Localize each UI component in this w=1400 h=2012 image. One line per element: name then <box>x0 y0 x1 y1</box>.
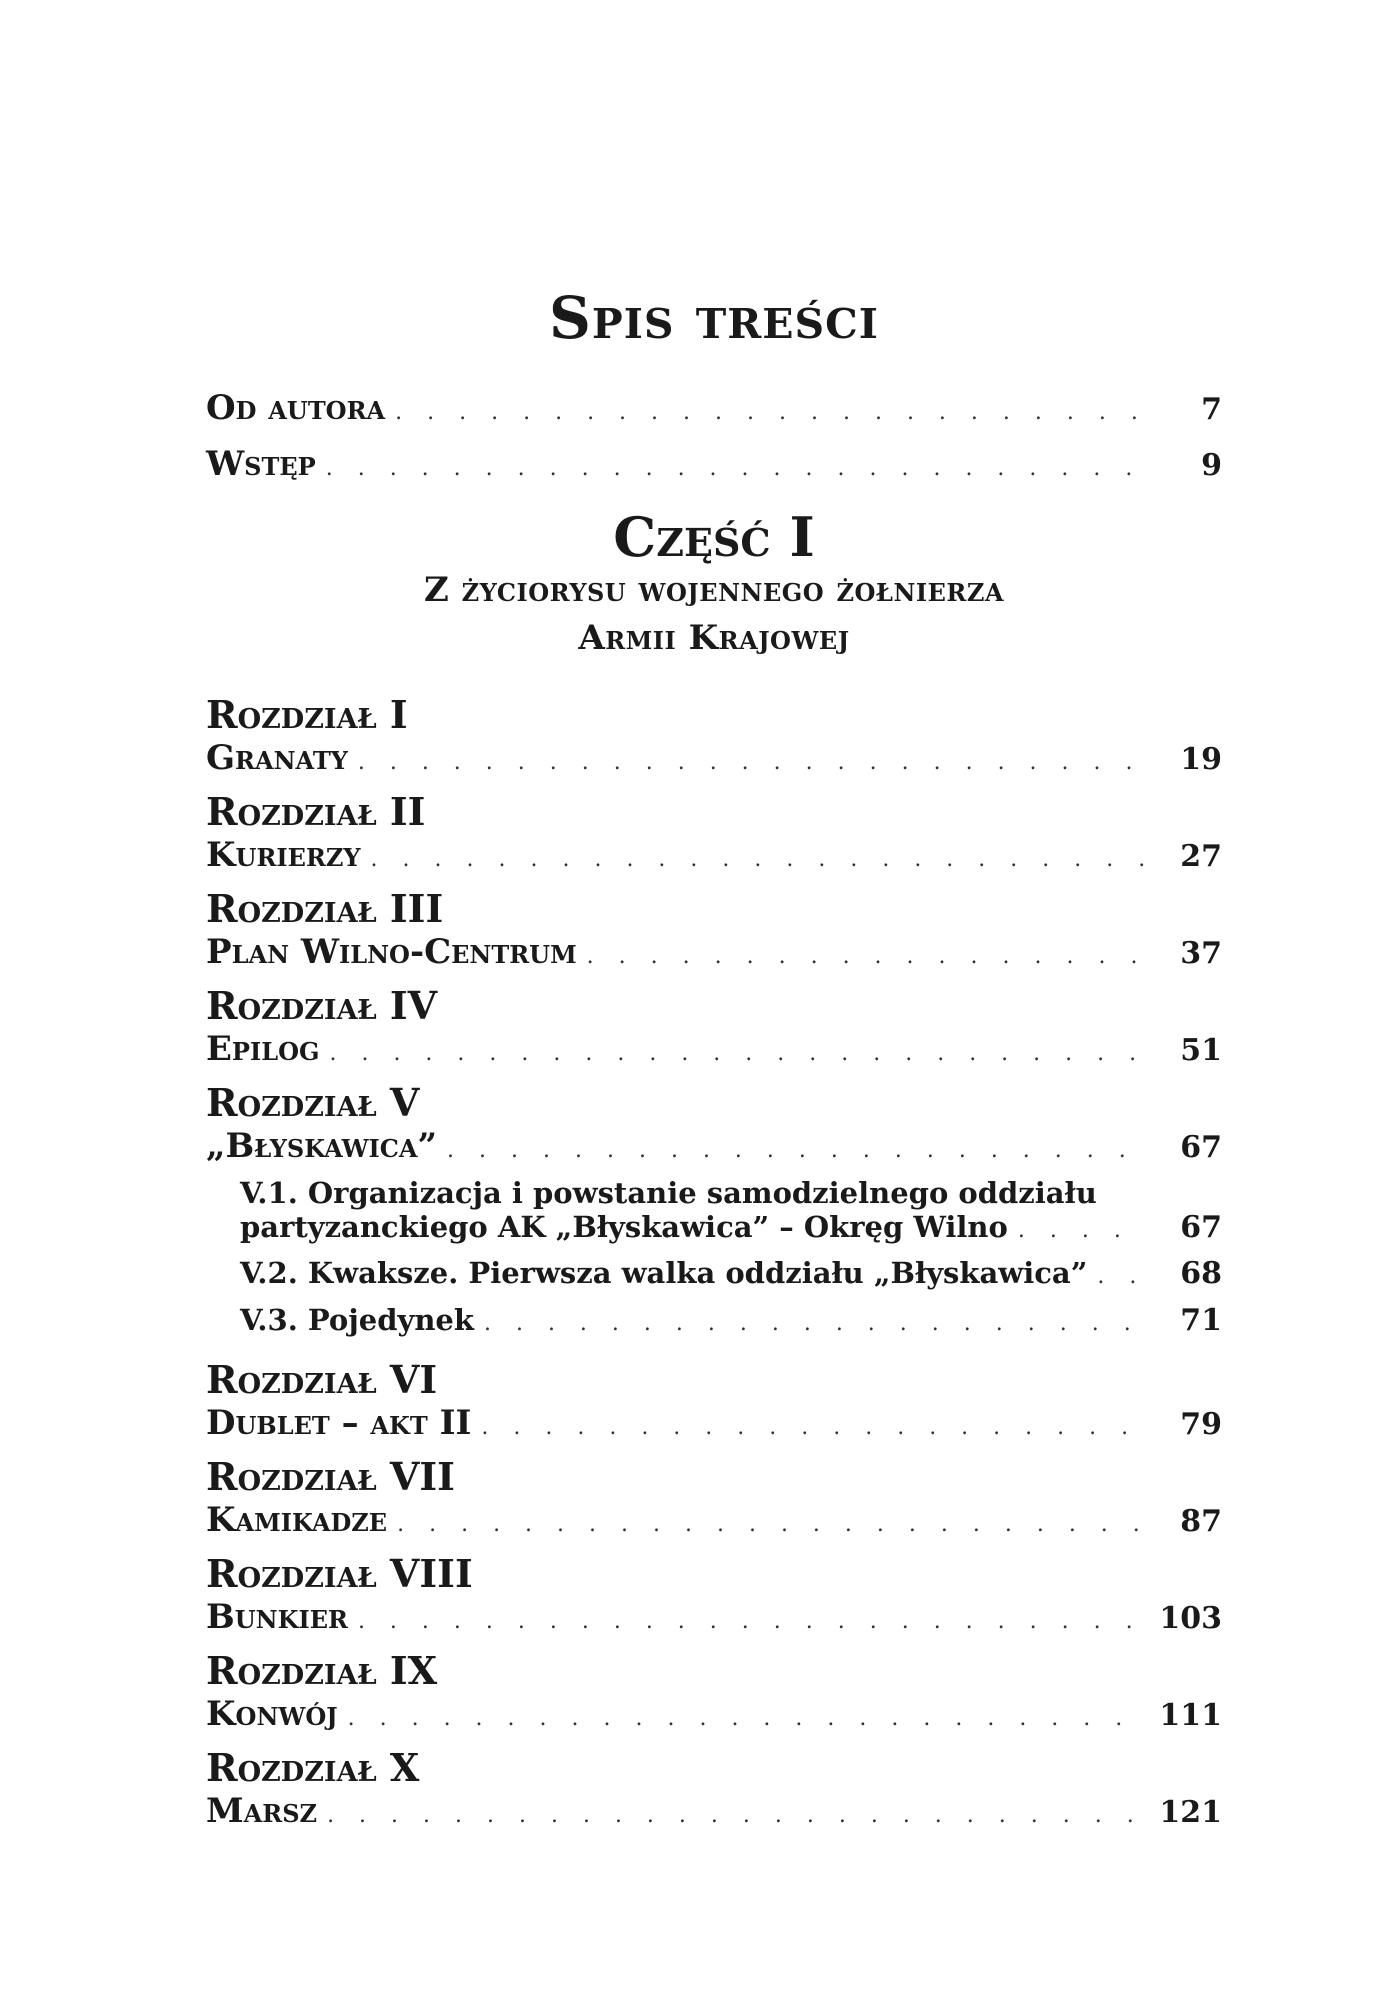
toc-page-number: 121 <box>1159 1795 1222 1830</box>
dot-leader <box>481 1415 1146 1440</box>
dot-leader <box>447 1138 1146 1163</box>
chapter-heading-3: Rozdział III <box>206 886 444 931</box>
toc-subentry-v3[interactable] <box>240 1303 1222 1338</box>
chapter-heading-6: Rozdział VI <box>206 1357 438 1402</box>
toc-subentry-line1: V.1. Organizacja i powstanie samodzielnego oddziału <box>240 1176 1097 1210</box>
chapter-heading-5: Rozdział V <box>206 1080 420 1125</box>
dot-leader <box>395 400 1146 425</box>
toc-page-number: 67 <box>1180 1210 1222 1245</box>
toc-entry-label: Epilog <box>206 1029 320 1069</box>
toc-page-number: 71 <box>1180 1303 1222 1338</box>
dot-leader <box>348 1706 1136 1731</box>
page-title: Spis treści <box>549 284 879 352</box>
toc-entry-label: Wstęp <box>206 444 316 484</box>
chapter-heading-4: Rozdział IV <box>206 983 438 1028</box>
part-title: Część I <box>613 505 815 569</box>
toc-page-number: 19 <box>1180 742 1222 777</box>
toc-page-number: 111 <box>1159 1698 1222 1733</box>
dot-leader <box>326 456 1146 481</box>
dot-leader <box>484 1311 1146 1336</box>
toc-entry-chapter-10[interactable] <box>206 1791 1222 1831</box>
toc-page-number: 67 <box>1180 1130 1222 1165</box>
chapter-heading-8: Rozdział VIII <box>206 1551 473 1596</box>
dot-leader <box>397 1512 1146 1537</box>
chapter-heading-2: Rozdział II <box>206 789 426 834</box>
toc-entry-label: Granaty <box>206 738 348 778</box>
chapter-heading-7: Rozdział VII <box>206 1454 455 1499</box>
toc-subentry-label: partyzanckiego AK „Błyskawica” – Okręg Wilno <box>240 1210 1008 1244</box>
toc-page-number: 27 <box>1180 839 1222 874</box>
toc-entry-chapter-9[interactable] <box>206 1694 1222 1734</box>
dot-leader <box>329 1041 1146 1066</box>
part-subtitle-line1: Z życiorysu wojennego żołnierza <box>424 570 1004 610</box>
dot-leader <box>1097 1264 1146 1289</box>
toc-entry-chapter-3[interactable] <box>206 932 1222 972</box>
dot-leader <box>358 1609 1135 1634</box>
toc-page-number: 37 <box>1180 936 1222 971</box>
chapter-heading-10: Rozdział X <box>206 1745 420 1790</box>
toc-subentry-v1[interactable] <box>240 1176 1222 1245</box>
dot-leader <box>371 847 1146 872</box>
toc-page-number: 87 <box>1180 1504 1222 1539</box>
toc-entry-label: Dublet – akt II <box>206 1403 472 1443</box>
toc-entry-label: „Błyskawica” <box>206 1126 438 1166</box>
toc-entry-chapter-4[interactable] <box>206 1029 1222 1069</box>
toc-entry-label: Plan Wilno-Centrum <box>206 932 577 972</box>
toc-entry-label: Kurierzy <box>206 835 361 875</box>
toc-entry-label: Bunkier <box>206 1597 348 1637</box>
toc-page-number: 51 <box>1180 1033 1222 1068</box>
toc-entry-label: Od autora <box>206 388 386 428</box>
toc-entry-wstep[interactable] <box>206 444 1222 484</box>
toc-page-number: 7 <box>1201 392 1222 427</box>
toc-entry-od-autora[interactable] <box>206 388 1222 428</box>
toc-entry-chapter-8[interactable] <box>206 1597 1222 1637</box>
toc-subentry-v2[interactable] <box>240 1256 1222 1291</box>
toc-subentry-label: V.2. Kwaksze. Pierwsza walka oddziału „Błyskawica” <box>240 1256 1088 1290</box>
toc-page-number: 103 <box>1159 1601 1222 1636</box>
toc-entry-chapter-2[interactable] <box>206 835 1222 875</box>
toc-entry-label: Marsz <box>206 1791 318 1831</box>
toc-page-number: 68 <box>1180 1256 1222 1291</box>
toc-entry-label: Konwój <box>206 1694 338 1734</box>
toc-subentry-label: V.3. Pojedynek <box>240 1303 474 1337</box>
dot-leader <box>358 750 1146 775</box>
toc-entry-chapter-5[interactable] <box>206 1126 1222 1166</box>
dot-leader <box>327 1803 1135 1828</box>
toc-entry-chapter-6[interactable] <box>206 1403 1222 1443</box>
dot-leader <box>1018 1218 1146 1243</box>
toc-page-number: 9 <box>1201 448 1222 483</box>
chapter-heading-1: Rozdział I <box>206 692 408 737</box>
toc-page-number: 79 <box>1180 1407 1222 1442</box>
toc-entry-label: Kamikadze <box>206 1500 388 1540</box>
toc-entry-chapter-1[interactable] <box>206 738 1222 778</box>
part-subtitle-line2: Armii Krajowej <box>578 618 850 658</box>
toc-entry-chapter-7[interactable] <box>206 1500 1222 1540</box>
chapter-heading-9: Rozdział IX <box>206 1648 438 1693</box>
dot-leader <box>587 944 1146 969</box>
